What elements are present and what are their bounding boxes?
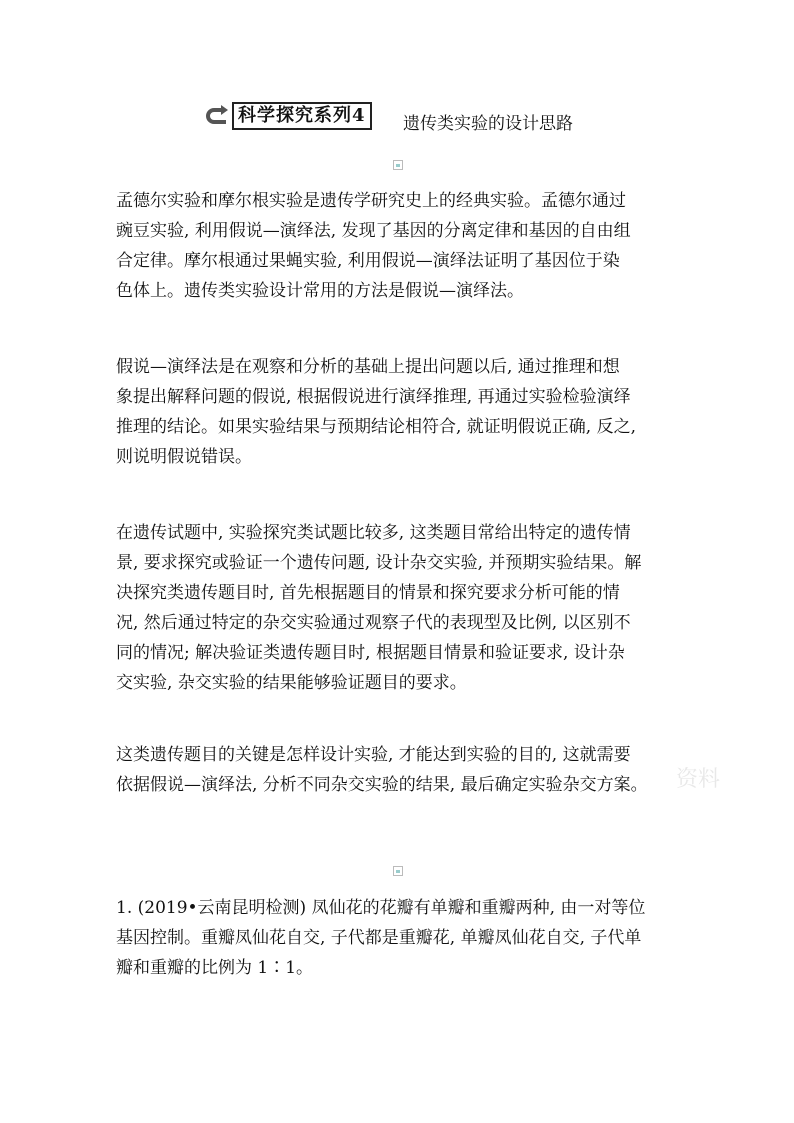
section-title: 遗传类实验的设计思路 — [403, 114, 573, 134]
text-line: 在遗传试题中, 实验探究类试题比较多, 这类题目常给出特定的遗传情 — [116, 523, 631, 543]
question-1 — [116, 893, 686, 983]
text-line: 这类遗传题目的关键是怎样设计实验, 才能达到实验的目的, 这就需要 — [116, 745, 631, 765]
paragraph-key-point — [116, 740, 686, 800]
text-line: 基因控制。重瓣凤仙花自交, 子代都是重瓣花, 单瓣凤仙花自交, 子代单 — [116, 928, 642, 948]
paragraph-hypothesis — [116, 352, 686, 472]
paragraph-exam-questions — [116, 518, 686, 698]
text-line: 交实验, 杂交实验的结果能够验证题目的要求。 — [116, 673, 467, 693]
text-line: 况, 然后通过特定的杂交实验通过观察子代的表现型及比例, 以区别不 — [116, 613, 631, 633]
image-placeholder-icon — [393, 866, 403, 876]
section-header — [204, 101, 372, 131]
text-line: 1. (2019•云南昆明检测) 凤仙花的花瓣有单瓣和重瓣两种, 由一对等位 — [116, 898, 646, 918]
text-line: 孟德尔实验和摩尔根实验是遗传学研究史上的经典实验。孟德尔通过 — [116, 191, 626, 211]
text-line: 象提出解释问题的假说, 根据假说进行演绎推理, 再通过实验检验演绎 — [116, 387, 631, 407]
text-line: 推理的结论。如果实验结果与预期结论相符合, 就证明假说正确, 反之, — [116, 417, 637, 437]
text-line: 同的情况; 解决验证类遗传题目时, 根据题目情景和验证要求, 设计杂 — [116, 643, 625, 663]
text-line: 景, 要求探究或验证一个遗传问题, 设计杂交实验, 并预期实验结果。解 — [116, 553, 642, 573]
image-placeholder-icon — [393, 160, 403, 170]
series-badge: 科学探究系列4 — [232, 102, 372, 130]
text-line: 则说明假说错误。 — [116, 447, 252, 467]
return-arrow-icon — [204, 104, 230, 128]
text-line: 瓣和重瓣的比例为 1∶1。 — [116, 958, 314, 978]
text-line: 色体上。遗传类实验设计常用的方法是假说—演绎法。 — [116, 281, 524, 301]
text-line: 假说—演绎法是在观察和分析的基础上提出问题以后, 通过推理和想 — [116, 357, 620, 377]
text-line: 合定律。摩尔根通过果蝇实验, 利用假说—演绎法证明了基因位于染 — [116, 251, 620, 271]
text-line: 豌豆实验, 利用假说—演绎法, 发现了基因的分离定律和基因的自由组 — [116, 221, 631, 241]
watermark: 资料 — [676, 767, 721, 792]
text-line: 依据假说—演绎法, 分析不同杂交实验的结果, 最后确定实验杂交方案。 — [116, 775, 648, 795]
text-line: 决探究类遗传题目时, 首先根据题目的情景和探究要求分析可能的情 — [116, 583, 620, 603]
paragraph-intro — [116, 186, 686, 306]
